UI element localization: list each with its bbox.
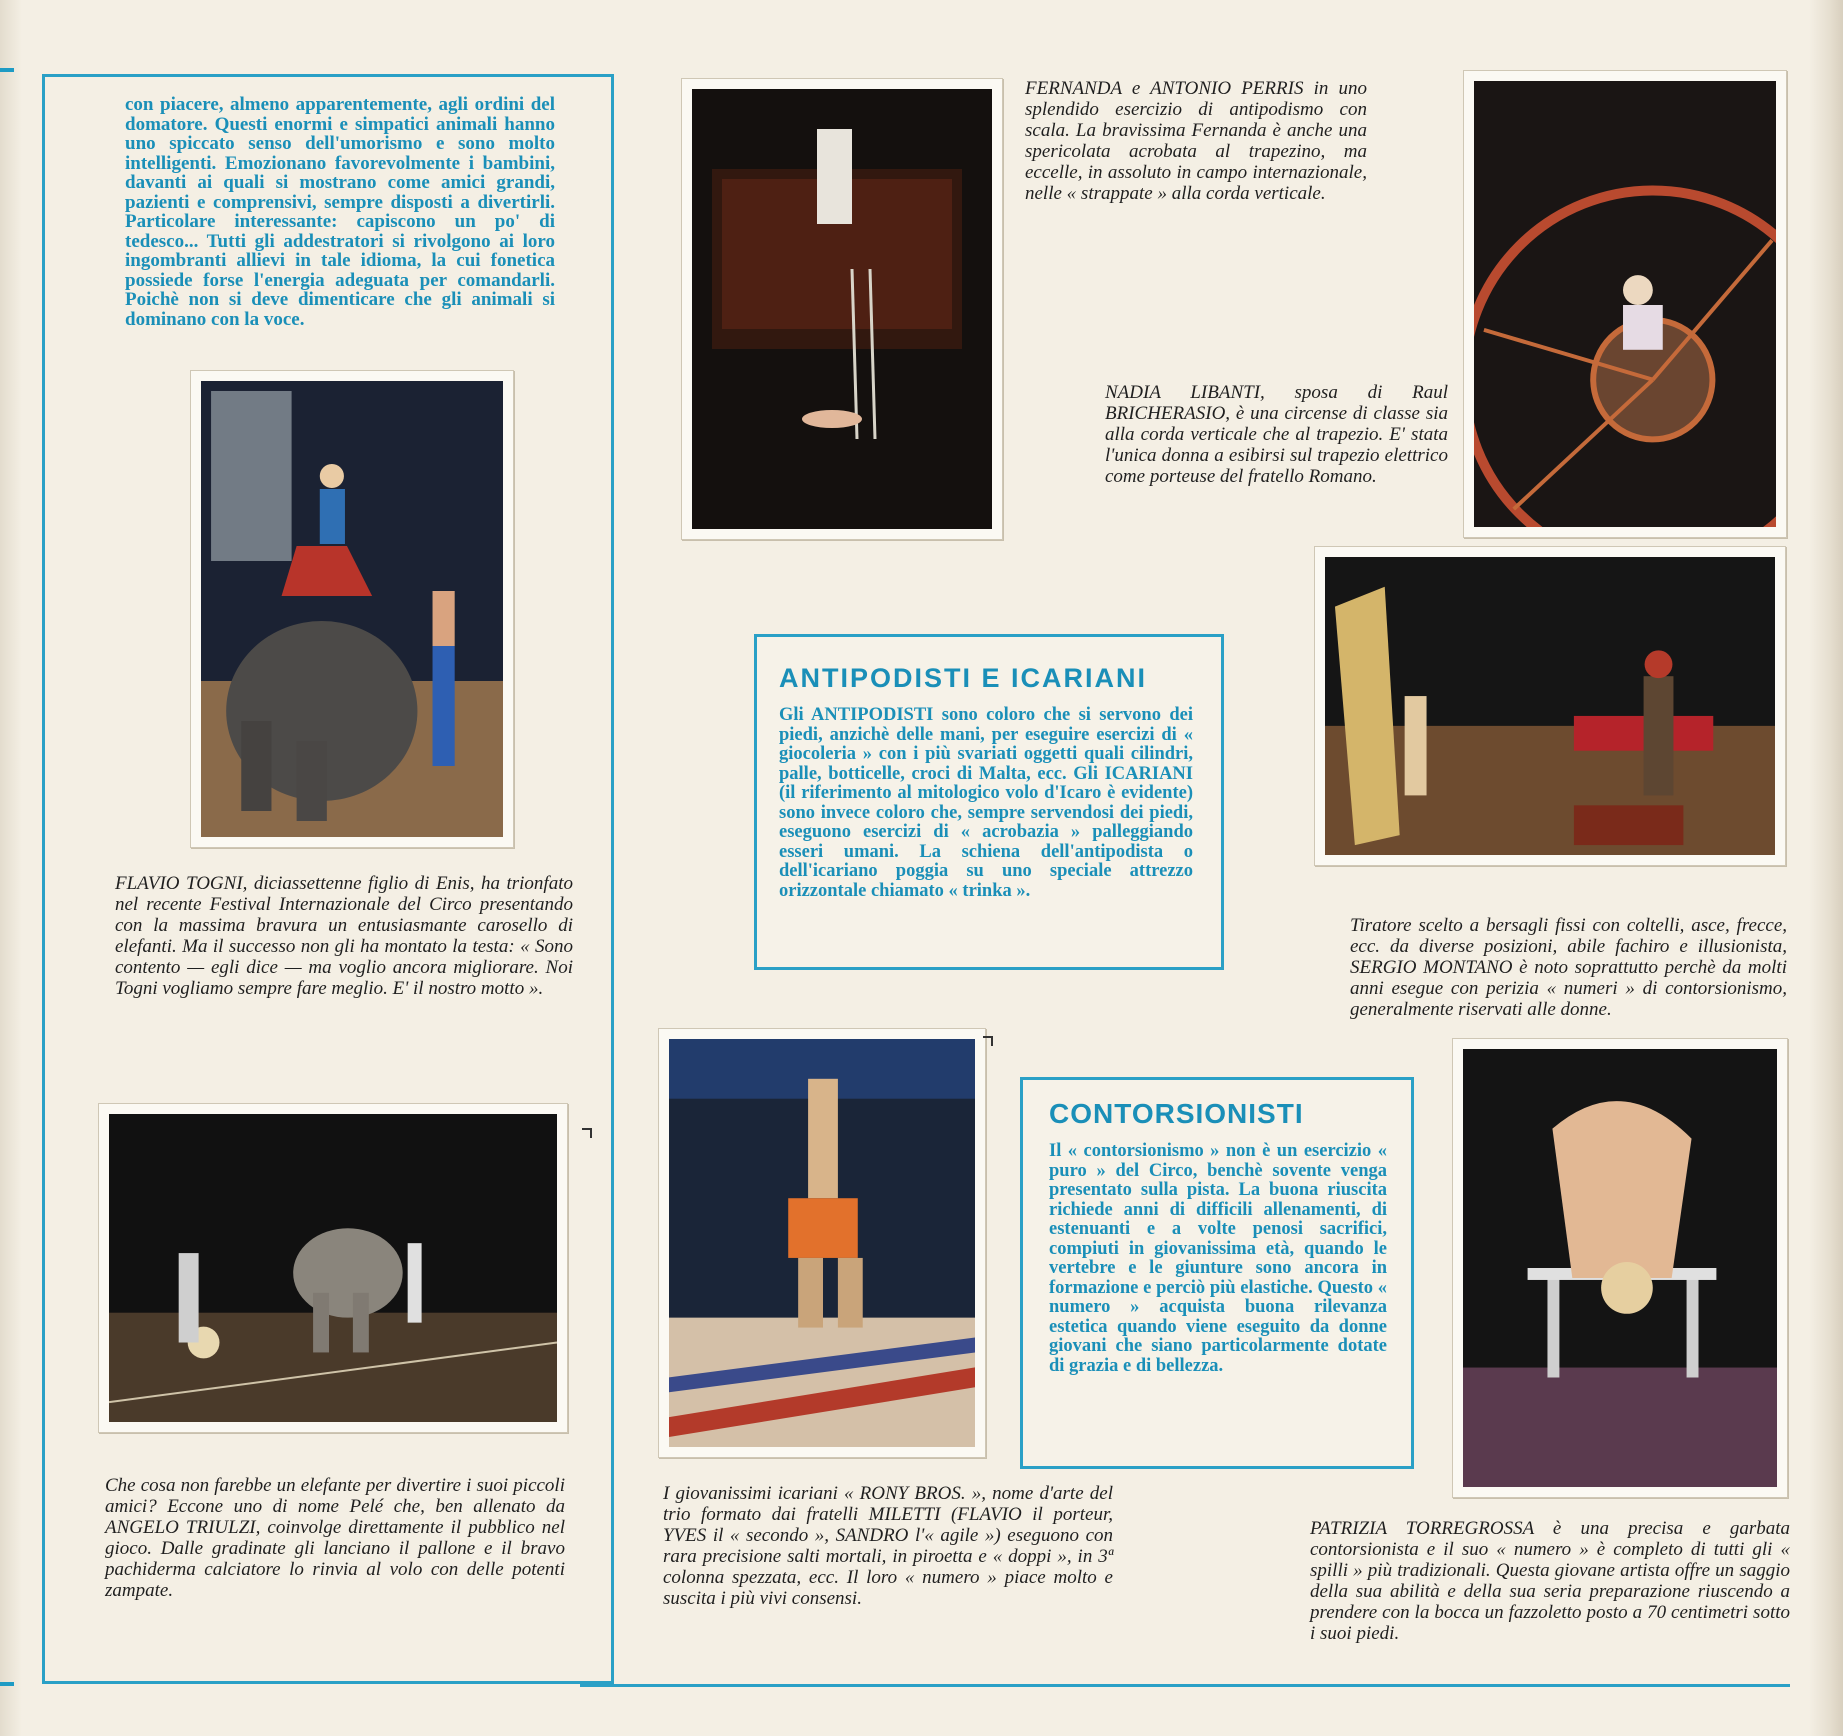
intro-text: con piacere, almeno apparentemente, agli ordini del domatore. Questi enormi e simpatici animali hanno uno spiccato senso dell'umorismo e sono molto intelligenti. Emozionano favorevolmente i bambini, davanti ai quali si mostrano come amici grandi, pazienti e comprensivi, sempre disposti a divertirli. Particolare interessante: capiscono un po' di tedesco... Tutti gli addestratori si rivolgono ai loro ingombranti allievi in tale idioma, la cui fonetica possiede forse l'energia adeguata per comandarli. Poichè non si deve dimenticare che gli animali si dominano con la voce. [125,94,555,330]
icarian-trio-photo [658,1028,986,1458]
montano-caption: Tiratore scelto a bersagli fissi con coltelli, asce, frecce, ecc. da diverse posizioni, abile fachiro e illusionista, SERGIO MONTANO è noto soprattutto perchè da molti anni esegue con perizia « numeri » di contorsionismo, generalmente riservati alle donne. [1350,915,1787,1020]
photo-corner-mark [582,1128,592,1138]
right-page-fold [1809,0,1843,1736]
bottom-rule [580,1684,1790,1687]
antipodisti-title: ANTIPODISTI E ICARIANI [779,663,1148,693]
contortionist-photo [1452,1038,1788,1498]
libanti-caption: NADIA LIBANTI, sposa di Raul BRICHERASIO, è una circense di classe sia alla corda verticale che al trapezio. E' stata l'unica donna a esibirsi sul trapezio elettrico come porteuse del fratello Romano. [1105,382,1448,487]
edge-mark [0,1682,14,1686]
elephant-ball-caption: Che cosa non farebbe un elefante per divertire i suoi piccoli amici? Eccone uno di nome Pelé che, ben allenato da ANGELO TRIULZI, coinvolge direttamente il pubblico nel gioco. Dalle gradinate gli lanciano il pallone e il bravo pachiderma calciatore lo rinvia al volo con delle potenti zampate. [105,1475,565,1601]
edge-mark [0,68,14,72]
elephant-rider-photo [190,370,514,848]
contorsionisti-box [1020,1077,1414,1469]
contorsionisti-text: Il « contorsionismo » non è un esercizio « puro » del Circo, benchè sovente venga presentato sulla pista. La buona riuscita richiede anni di difficili allenamenti, di estenuanti e a volte penosi sacrifici, compiuti in giovanissima età, quando le vertebre e le giunture sono ancora in formazione e perciò più elastiche. Questo « numero » acquista buona rilevanza estetica quando viene eseguito da donne giovani che siano particolarmente dotate di grazia e di bellezza. [1049,1141,1387,1376]
knife-thrower-photo [1314,546,1786,866]
ladder-antipodism-photo [681,78,1003,540]
perris-caption: FERNANDA e ANTONIO PERRIS in uno splendido esercizio di antipodismo con scala. La bravissima Fernanda è anche una spericolata acrobata al trapezino, ma eccelle, in assoluto in campo internazionale, nelle « strappate » alla corda verticale. [1025,78,1367,204]
togni-caption: FLAVIO TOGNI, diciassettenne figlio di Enis, ha trionfato nel recente Festival Internazionale del Circo presentando con la massima bravura un entusiasmante carosello di elefanti. Ma il successo non gli ha montato la testa: « Sono contento — egli dice — ma voglio ancora migliorare. Noi Togni vogliamo sempre fare meglio. E' il nostro motto ». [115,873,573,999]
photo-corner-mark [983,1036,993,1046]
left-page-edge [0,0,22,1736]
rony-caption: I giovanissimi icariani « RONY BROS. », nome d'arte del trio formato dai fratelli MILETTI (FLAVIO il porteur, YVES il « secondo », SANDRO l'« agile ») eseguono con rara precisione salti mortali, in piroetta e « doppi », in 3ª colonna spezzata, ecc. Il loro « numero » piace molto e suscita i più vivi consensi. [663,1483,1113,1609]
elephant-ball-photo [98,1103,568,1433]
antipodisti-text: Gli ANTIPODISTI sono coloro che si servono dei piedi, anzichè delle mani, per eseguire esercizi di « giocoleria » con i più svariati oggetti quali cilindri, palle, botticelle, croci di Malta, ecc. Gli ICARIANI (il riferimento al mitologico volo d'Icaro è evidente) sono invece coloro che, sempre servendosi dei piedi, eseguono esercizi di « acrobazia » palleggiando esseri umani. La schiena dell'antipodista o dell'icariano poggia su uno speciale attrezzo orizzontale chiamato « trinka ». [779,705,1193,901]
antipodisti-box [754,634,1224,970]
trapeze-wheel-photo [1463,70,1787,538]
contorsionisti-title: CONTORSIONISTI [1049,1098,1304,1129]
torregrossa-caption: PATRIZIA TORREGROSSA è una precisa e garbata contorsionista e il suo « numero » è completo di tutti gli « spilli » più tradizionali. Questa giovane artista offre un saggio della sua abilità e della sua seria preparazione riuscendo a prendere con la bocca un fazzoletto posto a 70 centimetri sotto i suoi piedi. [1310,1518,1790,1644]
